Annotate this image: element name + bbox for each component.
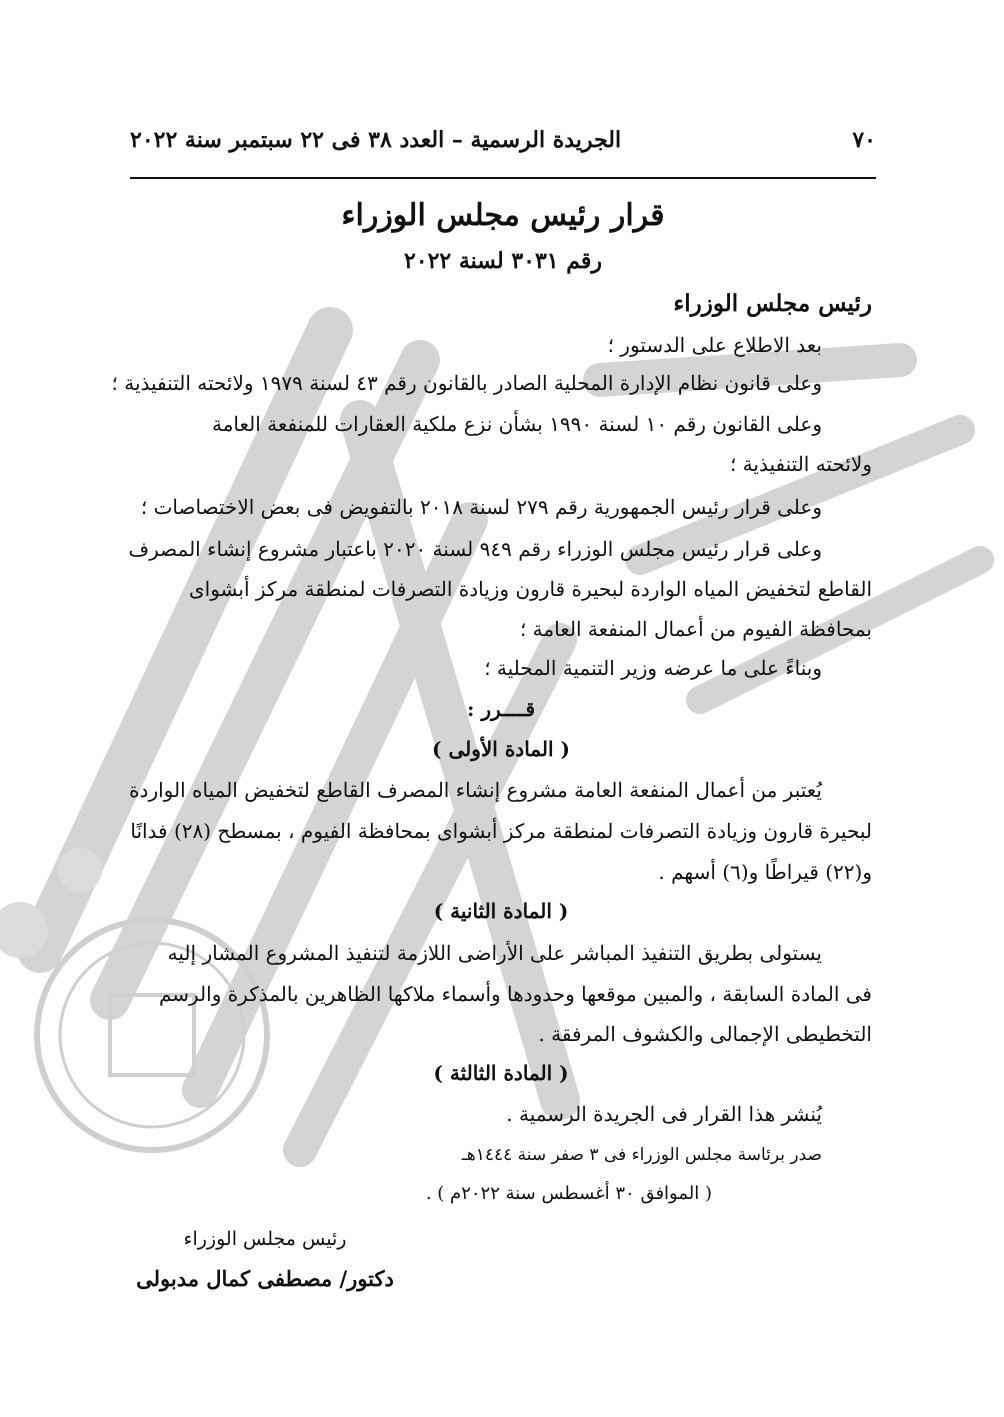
decision-number: رقم ٣٠٣١ لسنة ٢٠٢٢ (403, 248, 603, 274)
signatory-title: رئيس مجلس الوزراء (183, 1228, 347, 1250)
article-line: يُعتبر من أعمال المنفعة العامة مشروع إنشاء المصرف القاطع لتخفيض المياه الواردة (129, 778, 822, 802)
article-line: و(٢٢) قيراطًا و(٦) أسهم . (658, 860, 872, 884)
preamble-line: بمحافظة الفيوم من أعمال المنفعة العامة ؛ (519, 617, 872, 641)
issued-date-hijri: صدر برئاسة مجلس الوزراء فى ٣ صفر سنة ١٤٤٤هـ (461, 1145, 822, 1165)
decreed-heading: قــــرر : (466, 697, 536, 721)
preamble-line: القاطع لتخفيض المياه الواردة لبحيرة قارون وزيادة التصرفات لمنطقة مركز أبشواى (189, 577, 872, 601)
preamble-line: وعلى قرار رئيس الجمهورية رقم ٢٧٩ لسنة ٢٠١٨ بالتفويض فى بعض الاختصاصات ؛ (140, 495, 822, 519)
article-line: لبحيرة قارون وزيادة التصرفات لمنطقة مركز أبشواى بمحافظة الفيوم ، بمسطح (٢٨) فدانًا (130, 819, 872, 843)
article-line: التخطيطى الإجمالى والكشوف المرفقة . (538, 1022, 872, 1046)
preamble-line: بعد الاطلاع على الدستور ؛ (607, 333, 822, 357)
article-line: يستولى بطريق التنفيذ المباشر على الأراضى اللازمة لتنفيذ المشروع المشار إليه (167, 941, 822, 965)
article-line: يُنشر هذا القرار فى الجريدة الرسمية . (506, 1102, 822, 1126)
issued-date-gregorian: ( الموافق ٣٠ أغسطس سنة ٢٠٢٢م ) . (425, 1183, 712, 1204)
decision-title: قرار رئيس مجلس الوزراء (341, 198, 665, 233)
issuer-heading: رئيس مجلس الوزراء (673, 290, 872, 317)
preamble-line: وعلى قانون نظام الإدارة المحلية الصادر بالقانون رقم ٤٣ لسنة ١٩٧٩ ولائحته التنفيذية ؛ (111, 371, 822, 395)
article-line: فى المادة السابقة ، والمبين موقعها وحدودها وأسماء ملاكها الظاهرين بالمذكرة والرسم (158, 982, 872, 1006)
preamble-line: وبناءً على ما عرضه وزير التنمية المحلية ؛ (484, 656, 822, 680)
preamble-line: ولائحته التنفيذية ؛ (729, 452, 872, 476)
article-heading: ( المادة الثانية ) (433, 899, 569, 923)
preamble-line: وعلى القانون رقم ١٠ لسنة ١٩٩٠ بشأن نزع ملكية العقارات للمنفعة العامة (212, 412, 822, 436)
article-heading: ( المادة الأولى ) (432, 737, 570, 761)
signatory-name: دكتور/ مصطفى كمال مدبولى (136, 1266, 394, 1291)
gazette-issue-line: الجريدة الرسمية – العدد ٣٨ فى ٢٢ سبتمبر سنة ٢٠٢٢ (130, 127, 622, 153)
running-header (130, 127, 876, 163)
article-heading: ( المادة الثالثة ) (433, 1061, 569, 1085)
header-rule (130, 177, 876, 179)
preamble-line: وعلى قرار رئيس مجلس الوزراء رقم ٩٤٩ لسنة ٢٠٢٠ باعتبار مشروع إنشاء المصرف (128, 537, 822, 561)
page-number: ٧٠ (852, 127, 876, 153)
